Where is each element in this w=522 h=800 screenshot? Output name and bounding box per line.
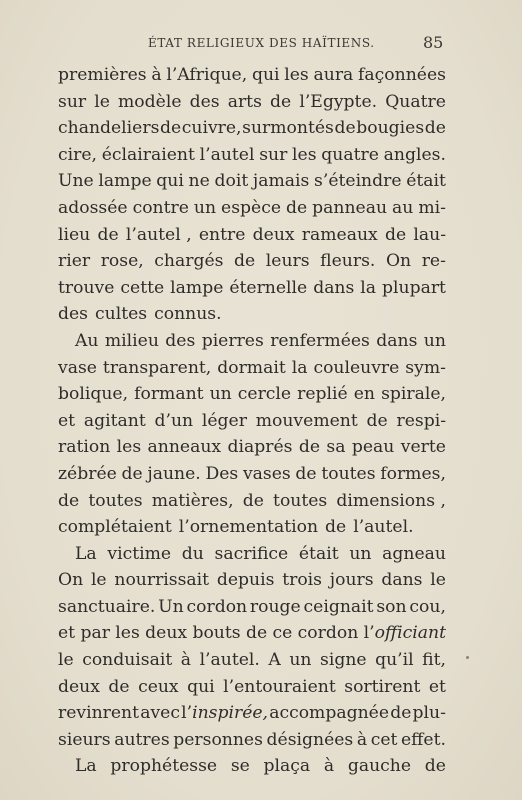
word: son	[376, 596, 407, 617]
text-line	[58, 89, 446, 116]
word: qui	[251, 65, 280, 85]
word: de	[334, 118, 356, 139]
word: peau	[351, 437, 395, 458]
word: façonnées	[358, 65, 446, 85]
word: toutes	[88, 490, 143, 511]
word-prefix: l’	[363, 623, 375, 644]
word: anneaux	[147, 437, 222, 458]
word: zébrée	[58, 463, 117, 484]
text-line	[58, 248, 446, 275]
word: Au	[75, 330, 99, 351]
word: dimensions ,	[336, 490, 446, 511]
word: spirale,	[381, 384, 446, 405]
text-line	[58, 275, 446, 302]
word: un	[349, 543, 372, 564]
word: doit	[214, 171, 249, 192]
text-line	[58, 700, 446, 727]
text-line	[58, 355, 446, 382]
word: de	[424, 756, 446, 777]
word: quatre	[321, 144, 379, 165]
text-line	[58, 674, 446, 701]
word: re-	[421, 251, 446, 272]
word: conduisait	[82, 650, 173, 671]
text-line	[58, 301, 446, 328]
word: dans	[381, 570, 423, 591]
word: A	[268, 650, 281, 671]
text-line	[58, 594, 446, 621]
word: Un	[158, 596, 184, 617]
word: rier	[58, 251, 91, 272]
word: gauche	[347, 756, 412, 777]
word: On	[385, 251, 412, 272]
page-number: 85	[423, 33, 444, 52]
word: milieu	[104, 330, 159, 351]
word: fit,	[422, 650, 446, 671]
word: agitant	[83, 410, 146, 431]
word: ration	[58, 437, 111, 458]
word: un	[193, 197, 217, 218]
word: plupart	[382, 277, 446, 298]
word: rouge	[249, 596, 301, 617]
text-line	[58, 727, 446, 754]
text-line	[58, 753, 446, 780]
word: à	[151, 65, 162, 85]
word: de	[234, 251, 256, 272]
text-line	[58, 461, 446, 488]
word: cou,	[409, 596, 446, 617]
word: ne	[188, 171, 210, 192]
word: jaune.	[147, 463, 201, 484]
paper-speck	[466, 656, 469, 659]
word: de	[159, 118, 182, 139]
word: de	[285, 197, 308, 218]
word: chandeliers	[58, 118, 160, 139]
word: s’éteindre	[314, 171, 402, 192]
word: le	[94, 91, 110, 112]
text-line	[58, 408, 446, 435]
word: la	[360, 277, 377, 298]
word: plaça	[263, 756, 311, 777]
word: aura	[313, 65, 354, 85]
word: entre	[198, 224, 246, 245]
word: d’un	[154, 410, 194, 431]
word: rose,	[100, 251, 144, 272]
word: l’Egypte.	[299, 91, 378, 112]
word: matières,	[151, 490, 234, 511]
word: le	[430, 570, 446, 591]
word: accompagnée	[269, 703, 390, 724]
word: sa	[326, 437, 346, 458]
word: les	[292, 144, 317, 165]
word: mouvement	[255, 410, 358, 431]
word: autres	[114, 729, 170, 750]
word-prefix: l’	[181, 703, 193, 724]
word: de	[121, 463, 143, 484]
word: sur	[58, 91, 87, 112]
word: couleuvre	[313, 357, 400, 378]
word: sym-	[405, 357, 446, 378]
word: bouts	[192, 623, 241, 644]
word: trois	[282, 570, 322, 591]
text-line	[58, 142, 446, 169]
word: On	[58, 570, 84, 591]
word: de	[298, 437, 321, 458]
word: toutes	[321, 463, 376, 484]
word: cultes	[95, 304, 148, 325]
word: l’entouraient	[223, 676, 336, 697]
word: pierres	[201, 330, 264, 351]
word: panneau	[312, 197, 388, 218]
word: premières	[58, 65, 147, 85]
text-line	[58, 514, 446, 541]
word: léger	[201, 410, 247, 431]
word: désignées	[266, 729, 354, 750]
word: dormait	[217, 357, 286, 378]
word: les	[115, 623, 140, 644]
word: replié	[297, 384, 348, 405]
word: plu-	[412, 703, 446, 724]
word: La	[75, 543, 97, 564]
text-line	[58, 541, 446, 568]
word: formes,	[380, 463, 446, 484]
word: revinrent	[58, 703, 140, 724]
word: cercle	[237, 384, 292, 405]
word: les	[116, 437, 142, 458]
word: la	[291, 357, 308, 378]
word: avec	[140, 703, 180, 724]
word: à	[323, 756, 335, 777]
word: sacrifice	[214, 543, 289, 564]
word: de	[366, 410, 388, 431]
word: rameaux	[301, 224, 378, 245]
word: les	[284, 65, 309, 85]
word: mi-	[418, 197, 446, 218]
word: de	[424, 118, 446, 139]
word: deux	[252, 224, 295, 245]
word: arts	[227, 91, 262, 112]
word: trouve	[58, 277, 115, 298]
text-line	[58, 195, 446, 222]
word: adossée	[58, 197, 128, 218]
word: jamais	[252, 171, 310, 192]
word: La	[75, 756, 97, 777]
word: chargés	[154, 251, 224, 272]
text-line	[58, 434, 446, 461]
word: le	[58, 650, 74, 671]
word: leurs	[265, 251, 310, 272]
word: bolique,	[58, 384, 129, 405]
word: à	[356, 729, 368, 750]
word: cet	[370, 729, 398, 750]
word: Quatre	[385, 91, 446, 112]
word: deux	[145, 623, 188, 644]
word: victime	[107, 543, 172, 564]
word: de	[295, 463, 317, 484]
word: des	[58, 304, 88, 325]
word: qui	[187, 676, 215, 697]
word: l’autel.	[199, 650, 260, 671]
word: l’Afrique,	[166, 65, 248, 85]
italic-word: officiant	[374, 623, 446, 644]
word: vases	[242, 463, 291, 484]
word: de	[390, 703, 412, 724]
word: deux	[58, 676, 100, 697]
word: au	[392, 197, 414, 218]
word: surmontés	[242, 118, 334, 139]
italic-word: inspirée,	[192, 703, 269, 724]
word: à	[180, 650, 192, 671]
word: modèle	[118, 91, 182, 112]
word: verte	[400, 437, 446, 458]
word: espèce	[221, 197, 281, 218]
word: prophétesse	[110, 756, 218, 777]
word: et	[58, 410, 76, 431]
word: connus.	[154, 304, 222, 325]
word: respi-	[396, 410, 446, 431]
running-title: ÉTAT RELIGIEUX DES HAÏTIENS.	[148, 36, 375, 50]
word: complétaient	[58, 517, 172, 538]
word: l’autel ,	[125, 224, 192, 245]
word: ceignait	[303, 596, 374, 617]
word: cordon	[186, 596, 248, 617]
text-line	[58, 567, 446, 594]
word: de	[325, 517, 347, 538]
word: de	[270, 91, 292, 112]
text-line	[58, 168, 446, 195]
word: l’ornementation	[178, 517, 319, 538]
word: cire,	[58, 144, 97, 165]
word: lieu	[58, 224, 91, 245]
word: et	[428, 676, 446, 697]
word: toutes	[273, 490, 328, 511]
word: ce	[272, 623, 293, 644]
word: cette	[120, 277, 165, 298]
word	[364, 620, 446, 647]
text-line	[58, 115, 446, 142]
word: nourrissait	[114, 570, 210, 591]
word	[181, 700, 268, 727]
word: de	[97, 224, 119, 245]
word: effet.	[401, 729, 446, 750]
word: Une	[58, 171, 94, 192]
text-line	[58, 488, 446, 515]
word: ceux	[138, 676, 179, 697]
word: sur	[259, 144, 288, 165]
word: de	[384, 224, 407, 245]
text-line	[58, 381, 446, 408]
word: des	[189, 91, 220, 112]
word: se	[230, 756, 250, 777]
word: transparent,	[102, 357, 212, 378]
word: de	[58, 490, 80, 511]
word: dans	[376, 330, 418, 351]
word: vase	[58, 357, 97, 378]
word: sanctuaire.	[58, 596, 156, 617]
word: de	[242, 490, 264, 511]
word: sortirent	[344, 676, 421, 697]
word: l’autel	[199, 144, 255, 165]
word: qui	[156, 171, 184, 192]
word: un	[209, 384, 232, 405]
text-line	[58, 222, 446, 249]
text-line	[58, 62, 446, 89]
body-text	[58, 62, 446, 780]
word: lampe	[170, 277, 224, 298]
word: fleurs.	[320, 251, 376, 272]
word: de	[108, 676, 130, 697]
word: éternelle	[229, 277, 308, 298]
text-line	[58, 647, 446, 674]
word: l’autel.	[353, 517, 414, 538]
word: qu’il	[375, 650, 414, 671]
text-line	[58, 620, 446, 647]
word: depuis	[216, 570, 275, 591]
word: des	[165, 330, 196, 351]
word: bougies	[356, 118, 425, 139]
word: lau-	[413, 224, 446, 245]
word: de	[245, 623, 268, 644]
word: personnes	[173, 729, 263, 750]
word: contre	[132, 197, 189, 218]
word: signe	[320, 650, 367, 671]
word: en	[353, 384, 376, 405]
word: cordon	[297, 623, 359, 644]
word: formant	[134, 384, 204, 405]
word: un	[289, 650, 312, 671]
word: éclairaient	[101, 144, 195, 165]
word: renfermées	[270, 330, 370, 351]
word: diaprés	[227, 437, 293, 458]
word: Des	[205, 463, 239, 484]
word: angles.	[383, 144, 446, 165]
word: le	[90, 570, 107, 591]
word: lampe	[98, 171, 152, 192]
word: cuivre,	[181, 118, 242, 139]
word: agneau	[382, 543, 446, 564]
text-line	[58, 328, 446, 355]
word: dans	[313, 277, 355, 298]
word: du	[181, 543, 204, 564]
word: était	[406, 171, 446, 192]
word: jours	[329, 570, 374, 591]
word: par	[80, 623, 110, 644]
word: et	[58, 623, 76, 644]
word: un	[423, 330, 446, 351]
word: était	[298, 543, 339, 564]
word: sieurs	[58, 729, 111, 750]
